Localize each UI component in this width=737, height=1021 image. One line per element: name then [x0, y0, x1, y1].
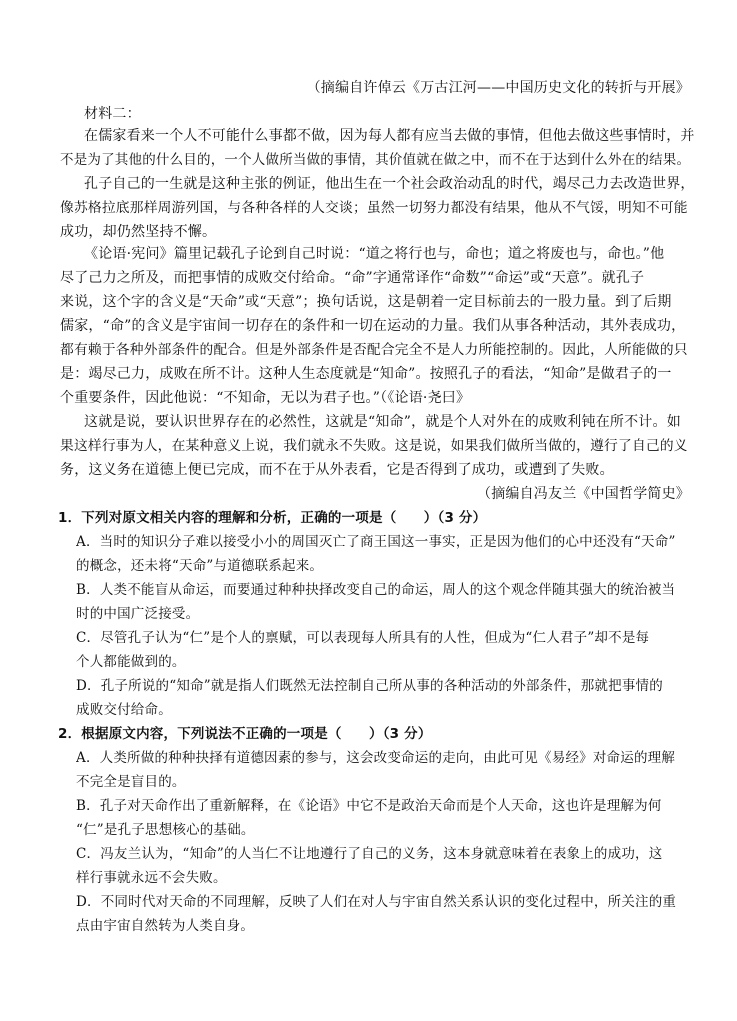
paragraph-line: 像苏格拉底那样周游列国，与各种各样的人交谈；虽然一切努力都没有结果，他从不气馁，明知不可能 — [60, 200, 688, 216]
option-c-line: C．冯友兰认为，“知命”的人当仁不让地遵行了自己的义务，这本身就意味着在表象上的成功，这 — [76, 846, 663, 862]
option-d-line: D．孔子所说的“知命”就是指人们既然无法控制自己所从事的各种活动的外部条件，那就把事情的 — [76, 678, 663, 694]
paragraph-line: 儒家，“命”的含义是宇宙间一切存在的条件和一切在运动的力量。我们从事各种活动，其外表成功， — [60, 318, 686, 334]
question-2-stem: 2．根据原文内容，下列说法不正确的一项是（ ）（3 分） — [58, 726, 432, 742]
option-b-line: “仁”是孔子思想核心的基础。 — [76, 822, 255, 838]
paragraph-line: 尽了己力之所及，而把事情的成败交付给命。“命”字通常译作“命数”“命运”或“天意”。就孔子 — [60, 270, 645, 286]
paragraph-line: 务，这义务在道德上便已完成，而不在于从外表看，它是否得到了成功，或遭到了失败。 — [60, 462, 614, 478]
paragraph-line: 不是为了其他的什么目的，一个人做所当做的事情，其价值就在做之中，而不在于达到什么外在的结果。 — [60, 152, 690, 168]
option-c-line: C．尽管孔子认为“仁”是个人的禀赋，可以表现每人所具有的人性，但成为“仁人君子”却不是每 — [76, 630, 650, 646]
paragraph-line: 在儒家看来一个人不可能什么事都不做，因为每人都有应当去做的事情，但他去做这些事情时，并 — [84, 128, 695, 144]
paragraph-line: 孔子自己的一生就是这种主张的例证，他出生在一个社会政治动乱的时代，竭尽己力去改造世界， — [84, 176, 695, 192]
paragraph-line: 成功，却仍然坚持不懈。 — [60, 224, 217, 240]
option-b-line: B．孔子对天命作出了重新解释，在《论语》中它不是政治天命而是个人天命，这也许是理解为何 — [76, 798, 662, 814]
option-c-line: 样行事就永远不会失败。 — [76, 870, 227, 886]
question-1-stem: 1．下列对原文相关内容的理解和分析，正确的一项是（ ）（3 分） — [58, 510, 487, 526]
source-citation-1: （摘编自许倬云《万古江河——中国历史文化的转折与开展》 — [306, 80, 690, 96]
paragraph-line: 《论语·宪问》篇里记载孔子论到自己时说：“道之将行也与，命也；道之将废也与，命也。”他 — [84, 246, 665, 262]
paragraph-line: 个重要条件，因此他说：“不知命，无以为君子也。”（《论语·尧曰》 — [60, 390, 471, 406]
paragraph-line: 是：竭尽己力，成败在所不计。这种人生态度就是“知命”。按照孔子的看法，“知命”是做君子的一 — [60, 366, 672, 382]
paragraph-line: 这就是说，要认识世界存在的必然性，这就是“知命”，就是个人对外在的成败利钝在所不计。如 — [84, 414, 681, 430]
option-a-line: 的概念，还未将“天命”与道德联系起来。 — [76, 558, 324, 574]
paragraph-line: 来说，这个字的含义是“天命”或“天意”；换句话说，这是朝着一定目标前去的一股力量。到了后期 — [60, 294, 672, 310]
material-2-label: 材料二： — [84, 106, 141, 122]
option-b-line: B．人类不能盲从命运，而要通过种种抉择改变自己的命运，周人的这个观念伴随其强大的统治被当 — [76, 582, 676, 598]
option-d-line: 成败交付给命。 — [76, 702, 172, 718]
paragraph-line: 都有赖于各种外部条件的配合。但是外部条件是否配合完全不是人力所能控制的。因此，人所能做的只 — [60, 342, 688, 358]
option-d-line: 点由宇宙自然转为人类自身。 — [76, 918, 255, 934]
option-a-line: A．人类所做的种种抉择有道德因素的参与，这会改变命运的走向，由此可见《易经》对命运的理解 — [76, 750, 676, 766]
option-d-line: D．不同时代对天命的不同理解，反映了人们在对人与宇宙自然关系认识的变化过程中，所关注的重 — [76, 894, 677, 910]
option-a-line: 不完全是盲目的。 — [76, 774, 186, 790]
source-citation-2: （摘编自冯友兰《中国哲学简史》 — [477, 486, 690, 502]
paragraph-line: 果这样行事为人，在某种意义上说，我们就永不失败。这是说，如果我们做所当做的，遵行了自己的义 — [60, 438, 688, 454]
option-c-line: 个人都能做到的。 — [76, 654, 186, 670]
option-a-line: A．当时的知识分子难以接受小小的周国灭亡了商王国这一事实，正是因为他们的心中还没有“天命” — [76, 534, 676, 550]
option-b-line: 时的中国广泛接受。 — [76, 606, 200, 622]
